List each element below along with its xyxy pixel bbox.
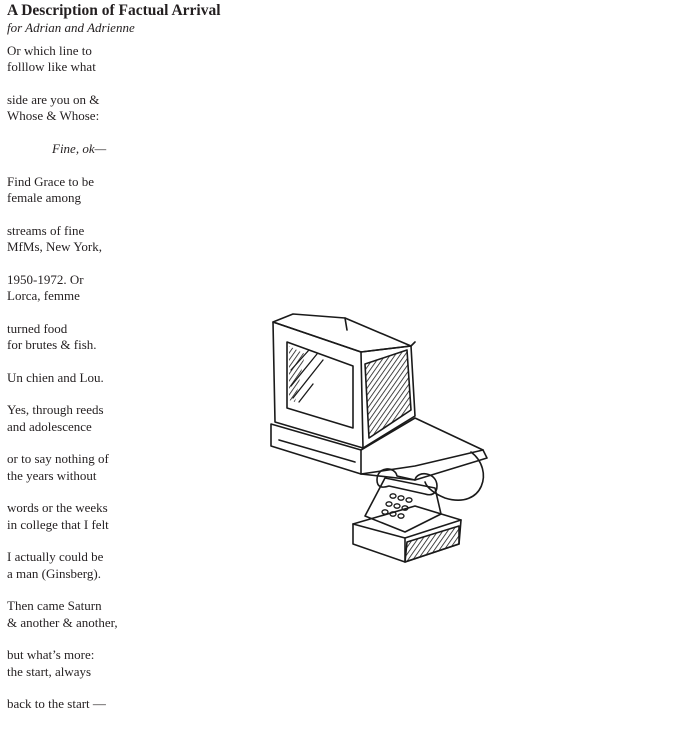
computer-and-telephone-drawing — [265, 310, 495, 570]
stanza — [7, 500, 247, 533]
poem-title: A Description of Factual Arrival — [7, 2, 221, 19]
poem-line: and adolescence — [7, 418, 92, 434]
poem-line: & another & another, — [7, 614, 118, 630]
poem — [7, 1, 247, 729]
poem-line: turned food — [7, 320, 68, 336]
stanza — [7, 43, 247, 76]
poem-line: for brutes & fish. — [7, 336, 97, 352]
poem-line: Find Grace to be — [7, 173, 95, 189]
stanza — [7, 92, 247, 125]
stanza — [7, 696, 247, 712]
poem-line: Whose & Whose: — [7, 108, 100, 124]
poem-line: a man (Ginsberg). — [7, 565, 101, 581]
poem-line: Fine, ok— — [52, 140, 107, 156]
poem-line: or to say nothing of — [7, 451, 109, 467]
poem-line: in college that I felt — [7, 516, 109, 532]
stanza — [7, 272, 247, 305]
poem-line: Then came Saturn — [7, 598, 102, 614]
stanza — [7, 598, 247, 631]
stanza — [7, 223, 247, 256]
poem-line: the years without — [7, 467, 97, 483]
poem-line: Yes, through reeds — [7, 402, 104, 418]
poem-line: side are you on & — [7, 91, 100, 107]
poem-line: Or which line to — [7, 43, 92, 58]
poem-line: Un chien and Lou. — [7, 369, 104, 385]
stanza — [7, 549, 247, 582]
poem-line: MfMs, New York, — [7, 238, 102, 254]
stanza — [7, 321, 247, 354]
poem-line: folllow like what — [7, 59, 96, 75]
monitor — [273, 314, 415, 448]
poem-line: but what’s more: — [7, 647, 95, 663]
poem-line: back to the start — — [7, 696, 106, 712]
telephone — [353, 469, 461, 562]
poem-line: streams of fine — [7, 222, 85, 238]
stanza — [7, 402, 247, 435]
poem-line: words or the weeks — [7, 500, 108, 516]
poem-line: I actually could be — [7, 549, 104, 565]
poem-line: female among — [7, 189, 81, 205]
stanza — [7, 370, 247, 386]
poem-line: the start, always — [7, 663, 92, 679]
poem-line: 1950-1972. Or — [7, 271, 84, 287]
poem-dedication: for Adrian and Adrienne — [7, 20, 135, 35]
poem-line: Lorca, femme — [7, 287, 80, 303]
stanza — [7, 174, 247, 207]
stanza-indented — [7, 141, 247, 157]
stanza — [7, 451, 247, 484]
stanza — [7, 647, 247, 680]
